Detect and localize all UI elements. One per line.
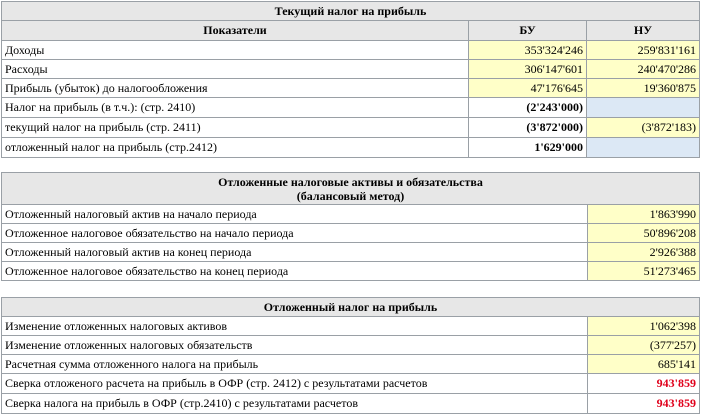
bu-value[interactable]: (2'243'000)	[468, 98, 586, 117]
table-row	[1, 243, 700, 262]
nu-value[interactable]	[586, 98, 699, 117]
nu-value[interactable]: 240'470'286	[586, 60, 699, 78]
row-label[interactable]: Налог на прибыль (в т.ч.): (стр. 2410)	[2, 98, 468, 117]
bu-value[interactable]: (3'872'000)	[468, 118, 586, 137]
row-label[interactable]: текущий налог на прибыль (стр. 2411)	[2, 118, 468, 137]
current-tax-title[interactable]: Текущий налог на прибыль	[2, 2, 699, 20]
header-bu[interactable]: БУ	[468, 21, 586, 40]
row-label[interactable]: Изменение отложенных налоговых обязательств	[2, 336, 587, 354]
table-row	[1, 138, 700, 158]
current-tax-header-row	[1, 21, 700, 41]
table-row	[1, 394, 700, 414]
table-row	[1, 79, 700, 98]
table-row	[1, 336, 700, 355]
reconciliation-value[interactable]: 943'859	[587, 394, 699, 413]
header-nu[interactable]: НУ	[586, 21, 699, 40]
table-row	[1, 118, 700, 138]
table-row	[1, 60, 700, 79]
row-value[interactable]: (377'257)	[587, 336, 699, 354]
current-tax-title-row	[1, 1, 700, 21]
header-indicators[interactable]: Показатели	[2, 21, 468, 40]
table-row	[1, 224, 700, 243]
deferred-assets-table	[1, 172, 700, 281]
deferred-assets-title[interactable]	[2, 173, 699, 204]
table-row	[1, 41, 700, 60]
deferred-assets-title-line2: (балансовый метод)	[296, 188, 405, 203]
row-label[interactable]: Отложенное налоговое обязательство на начало периода	[2, 224, 587, 242]
bu-value[interactable]: 47'176'645	[468, 79, 586, 97]
row-label[interactable]: Расчетная сумма отложенного налога на прибыль	[2, 355, 587, 373]
row-value[interactable]: 685'141	[587, 355, 699, 373]
table-row	[1, 374, 700, 394]
table-row	[1, 98, 700, 118]
nu-value[interactable]: (3'872'183)	[586, 118, 699, 137]
deferred-tax-title[interactable]: Отложенный налог на прибыль	[2, 298, 699, 316]
row-label[interactable]: Доходы	[2, 41, 468, 59]
table-row	[1, 262, 700, 281]
nu-value[interactable]	[586, 138, 699, 157]
deferred-assets-title-line1: Отложенные налоговые активы и обязательства	[218, 174, 483, 189]
row-label[interactable]: Сверка отложеного расчета на прибыль в ОФР (стр. 2412) с результатами расчетов	[2, 374, 587, 393]
bu-value[interactable]: 306'147'601	[468, 60, 586, 78]
reconciliation-value[interactable]: 943'859	[587, 374, 699, 393]
row-label[interactable]: Расходы	[2, 60, 468, 78]
row-label[interactable]: отложенный налог на прибыль (стр.2412)	[2, 138, 468, 157]
table-row	[1, 205, 700, 224]
deferred-tax-title-row	[1, 297, 700, 317]
row-value[interactable]: 50'896'208	[587, 224, 699, 242]
deferred-tax-table	[1, 297, 700, 414]
row-label[interactable]: Отложенный налоговый актив на начало периода	[2, 205, 587, 223]
bu-value[interactable]: 1'629'000	[468, 138, 586, 157]
bu-value[interactable]: 353'324'246	[468, 41, 586, 59]
row-label[interactable]: Сверка налога на прибыль в ОФР (стр.2410) с результатами расчетов	[2, 394, 587, 413]
row-value[interactable]: 1'062'398	[587, 317, 699, 335]
table-row	[1, 317, 700, 336]
nu-value[interactable]: 19'360'875	[586, 79, 699, 97]
table-row	[1, 355, 700, 374]
row-value[interactable]: 1'863'990	[587, 205, 699, 223]
deferred-assets-title-row	[1, 172, 700, 205]
row-label[interactable]: Отложенный налоговый актив на конец периода	[2, 243, 587, 261]
row-label[interactable]: Отложенное налоговое обязательство на конец периода	[2, 262, 587, 280]
row-value[interactable]: 2'926'388	[587, 243, 699, 261]
row-value[interactable]: 51'273'465	[587, 262, 699, 280]
current-tax-table	[1, 1, 700, 158]
row-label[interactable]: Прибыль (убыток) до налогообложения	[2, 79, 468, 97]
row-label[interactable]: Изменение отложенных налоговых активов	[2, 317, 587, 335]
nu-value[interactable]: 259'831'161	[586, 41, 699, 59]
